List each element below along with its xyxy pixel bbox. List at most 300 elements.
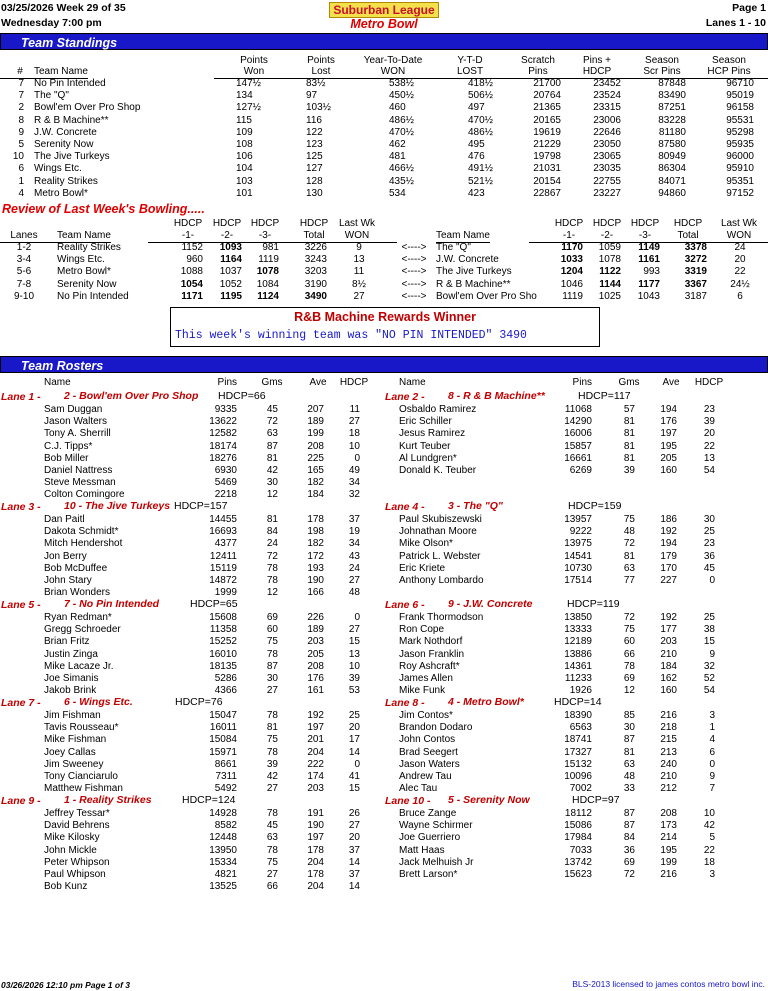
roster-player-name: Brett Larson* [399,869,458,880]
standings-team-name: The "Q" [34,90,69,102]
roster-player-hdcp: 14 [348,881,360,893]
roster-team-name: 4 - Metro Bowl* [448,696,524,708]
roster-player-average: 197 [660,428,677,440]
roster-player-hdcp: 20 [703,428,715,440]
standings-cell: 470½ [389,126,415,138]
roster-player-name: Dan Paitl [44,514,85,525]
roster-player-name: Anthony Lombardo [399,575,484,586]
roster-player-pins: 18390 [564,710,592,721]
roster-player-pins: 5286 [214,673,237,684]
roster-player-name: Frank Thormodson [399,612,484,623]
roster-player-average: 189 [307,624,324,636]
roster-player-average: 176 [660,416,677,428]
review-won-b: 22 [734,266,746,278]
roster-player-pins: 13950 [209,844,237,856]
review-team-b: J.W. Concrete [436,254,499,266]
roster-player-hdcp: 37 [348,514,360,525]
standings-cell: 87251 [658,102,686,114]
review-team-b: R & B Machine** [436,278,511,290]
review-header-lanes: Lanes [0,230,64,243]
roster-player-average: 195 [660,844,677,856]
roster-header-name: Name [399,377,426,388]
roster-player-pins: 1999 [214,587,237,599]
roster-player-average: 160 [660,465,677,476]
roster-player-name: Ron Cope [399,624,445,636]
day-time: Wednesday 7:00 pm [1,17,102,29]
standings-cell: 103 [236,175,253,187]
review-header-hdcp: HDCP [299,218,329,229]
standings-rank: 7 [18,78,24,89]
roster-player-hdcp: 9 [709,771,715,782]
roster-player-games: 27 [266,869,278,880]
roster-player-games: 63 [623,758,635,770]
review-team-a: Wings Etc. [57,254,105,266]
roster-player-hdcp: 25 [348,710,360,721]
roster-player-average: 182 [307,477,324,489]
standings-cell: 106 [236,151,253,163]
standings-header-shcp1: Season [712,55,746,66]
roster-player-name: Ryan Redman* [44,612,112,623]
standings-cell: 130 [306,187,323,199]
standings-header-won1: Points [240,55,268,66]
roster-player-pins: 15047 [209,710,237,721]
standings-cell: 21365 [533,102,561,114]
roster-player-hdcp: 6 [709,746,715,758]
roster-team-name: 2 - Bowl'em Over Pro Shop [64,390,199,402]
review-won-b: 6 [737,290,743,302]
review-score-b: 1122 [599,266,621,278]
roster-player-games: 33 [623,783,635,795]
roster-player-pins: 13957 [564,514,592,525]
roster-header-ave: Ave [662,377,680,388]
roster-player-pins: 6930 [214,465,237,476]
roster-player-pins: 15971 [209,746,237,758]
roster-player-games: 81 [623,746,635,758]
standings-cell: 20764 [533,90,561,102]
standings-team-name: Wings Etc. [34,163,82,175]
standings-header-ytdw1: Year-To-Date [363,55,423,66]
roster-player-hdcp: 20 [348,722,360,734]
roster-player-games: 27 [266,685,278,697]
roster-player-pins: 7033 [569,844,592,856]
review-header-hdcp-b: HDCP [630,218,660,229]
roster-player-name: Jason Walters [44,416,107,428]
roster-player-pins: 18276 [209,452,237,464]
roster-player-pins: 17327 [564,746,592,758]
roster-player-pins: 4366 [214,685,237,697]
standings-header-sscr2: Scr Pins [622,66,702,79]
roster-player-games: 78 [266,844,278,856]
review-won-a: 13 [353,254,365,266]
roster-player-average: 210 [660,648,677,660]
roster-player-pins: 14541 [564,550,592,562]
standings-cell: 435½ [389,175,415,187]
review-header-g1-b: -1- [529,230,609,243]
roster-player-hdcp: 0 [354,758,360,770]
roster-player-pins: 12189 [564,636,592,648]
roster-lane-label: Lane 1 - [1,391,41,403]
review-lanes: 3-4 [16,254,32,266]
standings-cell: 21031 [533,163,561,175]
roster-player-pins: 8661 [214,758,237,770]
roster-player-pins: 15084 [209,734,237,746]
roster-player-average: 186 [660,514,677,525]
roster-player-name: Jason Waters [399,758,460,770]
roster-lane-label: Lane 2 - [385,391,425,403]
standings-header-ytdl2: LOST [430,66,510,79]
review-score-a: 1078 [256,266,279,278]
review-score-a: 3203 [304,266,327,278]
roster-player-average: 226 [307,612,324,623]
review-header-g1: -1- [148,230,228,243]
roster-player-games: 27 [266,783,278,795]
roster-player-name: Jason Franklin [399,648,465,660]
roster-player-games: 63 [623,562,635,574]
roster-player-games: 12 [266,489,278,501]
roster-player-average: 182 [307,538,324,550]
standings-rank: 9 [18,126,24,138]
review-header-g2: -2- [187,230,267,243]
review-score-a: 3226 [304,242,327,253]
standings-cell: 23050 [593,139,621,150]
roster-player-name: Sam Duggan [44,404,103,415]
roster-player-name: Dakota Schmidt* [44,526,119,538]
standings-cell: 94860 [658,187,686,199]
roster-player-average: 222 [307,758,324,770]
standings-cell: 81180 [658,126,686,138]
roster-player-games: 63 [266,428,278,440]
review-score-b: 3187 [684,290,707,302]
standings-team-name: Bowl'em Over Pro Shop [34,102,141,114]
roster-player-pins: 18135 [209,660,237,672]
roster-player-average: 240 [660,758,677,770]
standings-cell: 95910 [726,163,754,175]
roster-player-hdcp: 22 [703,440,715,452]
roster-player-name: Osbaldo Ramirez [399,404,477,415]
standings-cell: 495 [468,139,485,150]
roster-player-games: 87 [623,734,635,746]
review-team-b: The "Q" [436,242,471,253]
roster-player-pins: 5469 [214,477,237,489]
standings-header-hdcp2: HDCP [557,66,637,79]
roster-player-name: Brian Wonders [44,587,110,599]
roster-player-hdcp: 24 [348,562,360,574]
standings-cell: 87580 [658,139,686,150]
roster-player-games: 72 [623,612,635,623]
standings-cell: 87848 [658,78,686,89]
roster-player-pins: 6269 [569,465,592,476]
standings-cell: 103½ [306,102,332,114]
roster-player-games: 48 [623,771,635,782]
roster-player-pins: 15132 [564,758,592,770]
review-separator: <----> [401,278,427,290]
review-score-a: 1037 [219,266,242,278]
roster-player-pins: 13525 [209,881,237,893]
roster-player-pins: 13975 [564,538,592,550]
roster-player-name: Wayne Schirmer [399,820,473,832]
standings-header-lost1: Points [307,55,335,66]
standings-rank: 1 [18,175,24,187]
roster-player-name: Andrew Tau [399,771,452,782]
roster-team-hdcp: HDCP=66 [218,390,266,402]
roster-player-name: Jakob Brink [44,685,97,697]
standings-cell: 462 [389,139,406,150]
roster-player-name: Mike Funk [399,685,446,697]
roster-player-name: Al Lundgren* [399,452,457,464]
roster-player-games: 66 [266,881,278,893]
roster-player-pins: 16693 [209,526,237,538]
roster-player-average: 204 [307,746,324,758]
standings-cell: 19798 [533,151,561,163]
roster-player-name: Joe Guerriero [399,832,461,844]
roster-player-average: 192 [660,612,677,623]
roster-header-gms: Gms [618,377,640,388]
roster-player-hdcp: 23 [703,404,715,415]
roster-player-average: 215 [660,734,677,746]
roster-player-average: 212 [660,783,677,795]
roster-player-games: 78 [266,648,278,660]
standings-cell: 83490 [658,90,686,102]
roster-player-hdcp: 15 [703,636,715,648]
roster-player-name: Kurt Teuber [399,440,451,452]
review-won-a: 8½ [352,278,366,290]
host-center-name: Metro Bowl [350,17,418,31]
roster-player-average: 204 [307,856,324,868]
standings-cell: 22867 [533,187,561,199]
review-score-b: 1046 [560,278,583,290]
roster-player-hdcp: 11 [349,404,360,415]
roster-player-pins: 15608 [209,612,237,623]
roster-player-games: 39 [623,465,635,476]
standings-cell: 521½ [468,175,494,187]
standings-cell: 21229 [533,139,561,150]
roster-lane-label: Lane 6 - [385,599,425,611]
standings-team-name: Serenity Now [34,139,94,150]
roster-header-ave: Ave [309,377,327,388]
standings-cell: 147½ [236,78,262,89]
roster-player-pins: 4377 [214,538,237,550]
standings-team-name: The Jive Turkeys [34,151,110,163]
roster-player-name: Eric Kriete [399,562,446,574]
roster-player-average: 172 [307,550,324,562]
review-header-name: Team Name [57,230,111,243]
roster-player-average: 208 [660,808,677,819]
review-separator: <----> [401,266,427,278]
standings-cell: 23452 [593,78,621,89]
roster-player-average: 197 [307,832,324,844]
roster-player-hdcp: 0 [354,612,360,623]
roster-team-name: 1 - Reality Strikes [64,794,152,806]
roster-player-average: 184 [660,660,677,672]
roster-player-games: 75 [623,514,635,525]
standings-header-lost2: Lost [281,66,361,79]
roster-player-games: 78 [266,746,278,758]
review-team-b: Bowl'em Over Pro Sho [436,290,537,302]
roster-player-pins: 13622 [209,416,237,428]
roster-player-hdcp: 0 [709,575,715,586]
standings-cell: 23065 [593,151,621,163]
roster-player-hdcp: 32 [703,660,715,672]
roster-player-name: Brad Seegert [399,746,458,758]
roster-player-games: 78 [266,710,278,721]
roster-player-games: 78 [266,808,278,819]
roster-lane-label: Lane 9 - [1,795,41,807]
roster-player-hdcp: 15 [348,636,360,648]
roster-team-hdcp: HDCP=97 [572,794,620,806]
roster-player-games: 72 [266,416,278,428]
review-won-a: 27 [353,290,365,302]
roster-player-average: 218 [660,722,677,734]
roster-team-name: 9 - J.W. Concrete [448,598,533,610]
roster-player-name: Tony A. Sherrill [44,428,111,440]
roster-player-games: 81 [266,452,278,464]
review-score-b: 3272 [684,254,707,266]
lanes-range: Lanes 1 - 10 [705,17,766,29]
roster-player-games: 75 [266,856,278,868]
roster-player-hdcp: 20 [348,832,360,844]
review-score-a: 981 [262,242,279,253]
standings-cell: 97 [306,90,318,102]
standings-cell: 96710 [726,78,754,89]
roster-player-hdcp: 0 [354,452,360,464]
roster-player-hdcp: 34 [348,538,360,550]
footer-print-info: 03/26/2026 12:10 pm Page 1 of 3 [1,980,130,990]
roster-player-name: Steve Messman [44,477,116,489]
review-header-hdcp-b: HDCP [554,218,584,229]
roster-player-average: 166 [307,587,324,599]
roster-player-games: 81 [623,440,635,452]
roster-player-average: 190 [307,575,324,586]
roster-player-hdcp: 3 [709,869,715,880]
roster-player-name: Donald K. Teuber [399,465,477,476]
roster-player-games: 45 [266,820,278,832]
roster-player-hdcp: 10 [703,808,715,819]
roster-player-pins: 18174 [209,440,237,452]
roster-header-gms: Gms [261,377,283,388]
roster-player-games: 69 [623,673,635,684]
roster-player-pins: 15086 [564,820,592,832]
standings-team-name: J.W. Concrete [34,126,97,138]
standings-cell: 23035 [593,163,621,175]
roster-player-games: 66 [623,648,635,660]
roster-team-name: 6 - Wings Etc. [64,696,133,708]
review-won-b: 20 [734,254,746,266]
standings-cell: 466½ [389,163,415,175]
roster-player-games: 85 [623,710,635,721]
roster-player-pins: 14455 [209,514,237,525]
roster-player-games: 87 [266,440,278,452]
team-rosters-title: Team Rosters [21,359,104,373]
roster-player-average: 178 [307,869,324,880]
roster-player-games: 69 [266,612,278,623]
roster-player-name: Joe Simanis [44,673,99,684]
roster-player-games: 78 [266,575,278,586]
standings-cell: 23227 [593,187,621,199]
review-score-a: 1084 [256,278,279,290]
roster-player-hdcp: 13 [703,452,715,464]
review-score-a: 1093 [219,242,242,253]
roster-player-hdcp: 37 [348,869,360,880]
roster-team-hdcp: HDCP=124 [182,794,236,806]
review-header-hdcp-b: HDCP [673,218,703,229]
roster-player-name: Bob Kunz [44,881,88,893]
roster-player-hdcp: 54 [703,465,715,476]
roster-player-average: 189 [307,416,324,428]
roster-player-pins: 10096 [564,771,592,782]
review-team-a: Metro Bowl* [57,266,111,278]
roster-player-pins: 15334 [209,856,237,868]
roster-team-hdcp: HDCP=157 [174,500,228,512]
roster-player-name: Brandon Dodaro [399,722,473,734]
roster-player-pins: 9222 [569,526,592,538]
review-header-name-b: Team Name [436,230,490,243]
roster-player-average: 160 [660,685,677,697]
review-won-a: 11 [353,266,365,278]
roster-player-average: 227 [660,575,677,586]
roster-player-hdcp: 14 [348,856,360,868]
roster-player-average: 191 [307,808,324,819]
roster-team-name: 8 - R & B Machine** [448,390,545,402]
standings-rank: 5 [18,139,24,150]
roster-player-average: 216 [660,710,677,721]
review-score-a: 1124 [257,290,279,302]
review-header-hdcp: HDCP [212,218,242,229]
roster-player-pins: 13333 [564,624,592,636]
review-score-a: 1119 [258,254,279,266]
review-score-a: 1195 [220,290,242,302]
roster-player-pins: 11233 [564,673,592,684]
roster-player-pins: 13742 [564,856,592,868]
roster-player-hdcp: 27 [348,820,360,832]
roster-player-average: 174 [307,771,324,782]
standings-cell: 476 [468,151,485,163]
roster-player-name: Roy Ashcraft* [399,660,460,672]
roster-player-average: 195 [660,440,677,452]
standings-header-sscr1: Season [645,55,679,66]
standings-cell: 127 [306,163,323,175]
roster-player-average: 178 [307,844,324,856]
roster-player-name: Mike Lacaze Jr. [44,660,114,672]
roster-player-hdcp: 41 [348,771,360,782]
roster-player-hdcp: 43 [348,550,360,562]
roster-player-games: 81 [623,452,635,464]
roster-player-pins: 9335 [214,404,237,415]
roster-player-pins: 6563 [569,722,592,734]
roster-player-average: 213 [660,746,677,758]
roster-player-games: 84 [623,832,635,844]
review-score-a: 1054 [180,278,203,290]
roster-player-hdcp: 42 [703,820,715,832]
roster-player-average: 177 [660,624,677,636]
roster-player-average: 170 [660,562,677,574]
standings-cell: 23315 [593,102,621,114]
roster-player-average: 184 [307,489,324,501]
roster-player-pins: 15623 [564,869,592,880]
roster-player-games: 81 [623,428,635,440]
standings-header-ytdl1: Y-T-D [457,55,483,66]
standings-cell: 460 [389,102,406,114]
roster-player-average: 199 [307,428,324,440]
standings-cell: 134 [236,90,253,102]
roster-player-pins: 14361 [564,660,592,672]
roster-player-pins: 2218 [214,489,237,501]
review-score-a: 3243 [304,254,327,266]
roster-player-name: Tony Cianciarulo [44,771,118,782]
review-score-b: 1078 [598,254,621,266]
roster-team-name: 5 - Serenity Now [448,794,530,806]
roster-player-games: 60 [623,636,635,648]
roster-player-average: 179 [660,550,677,562]
